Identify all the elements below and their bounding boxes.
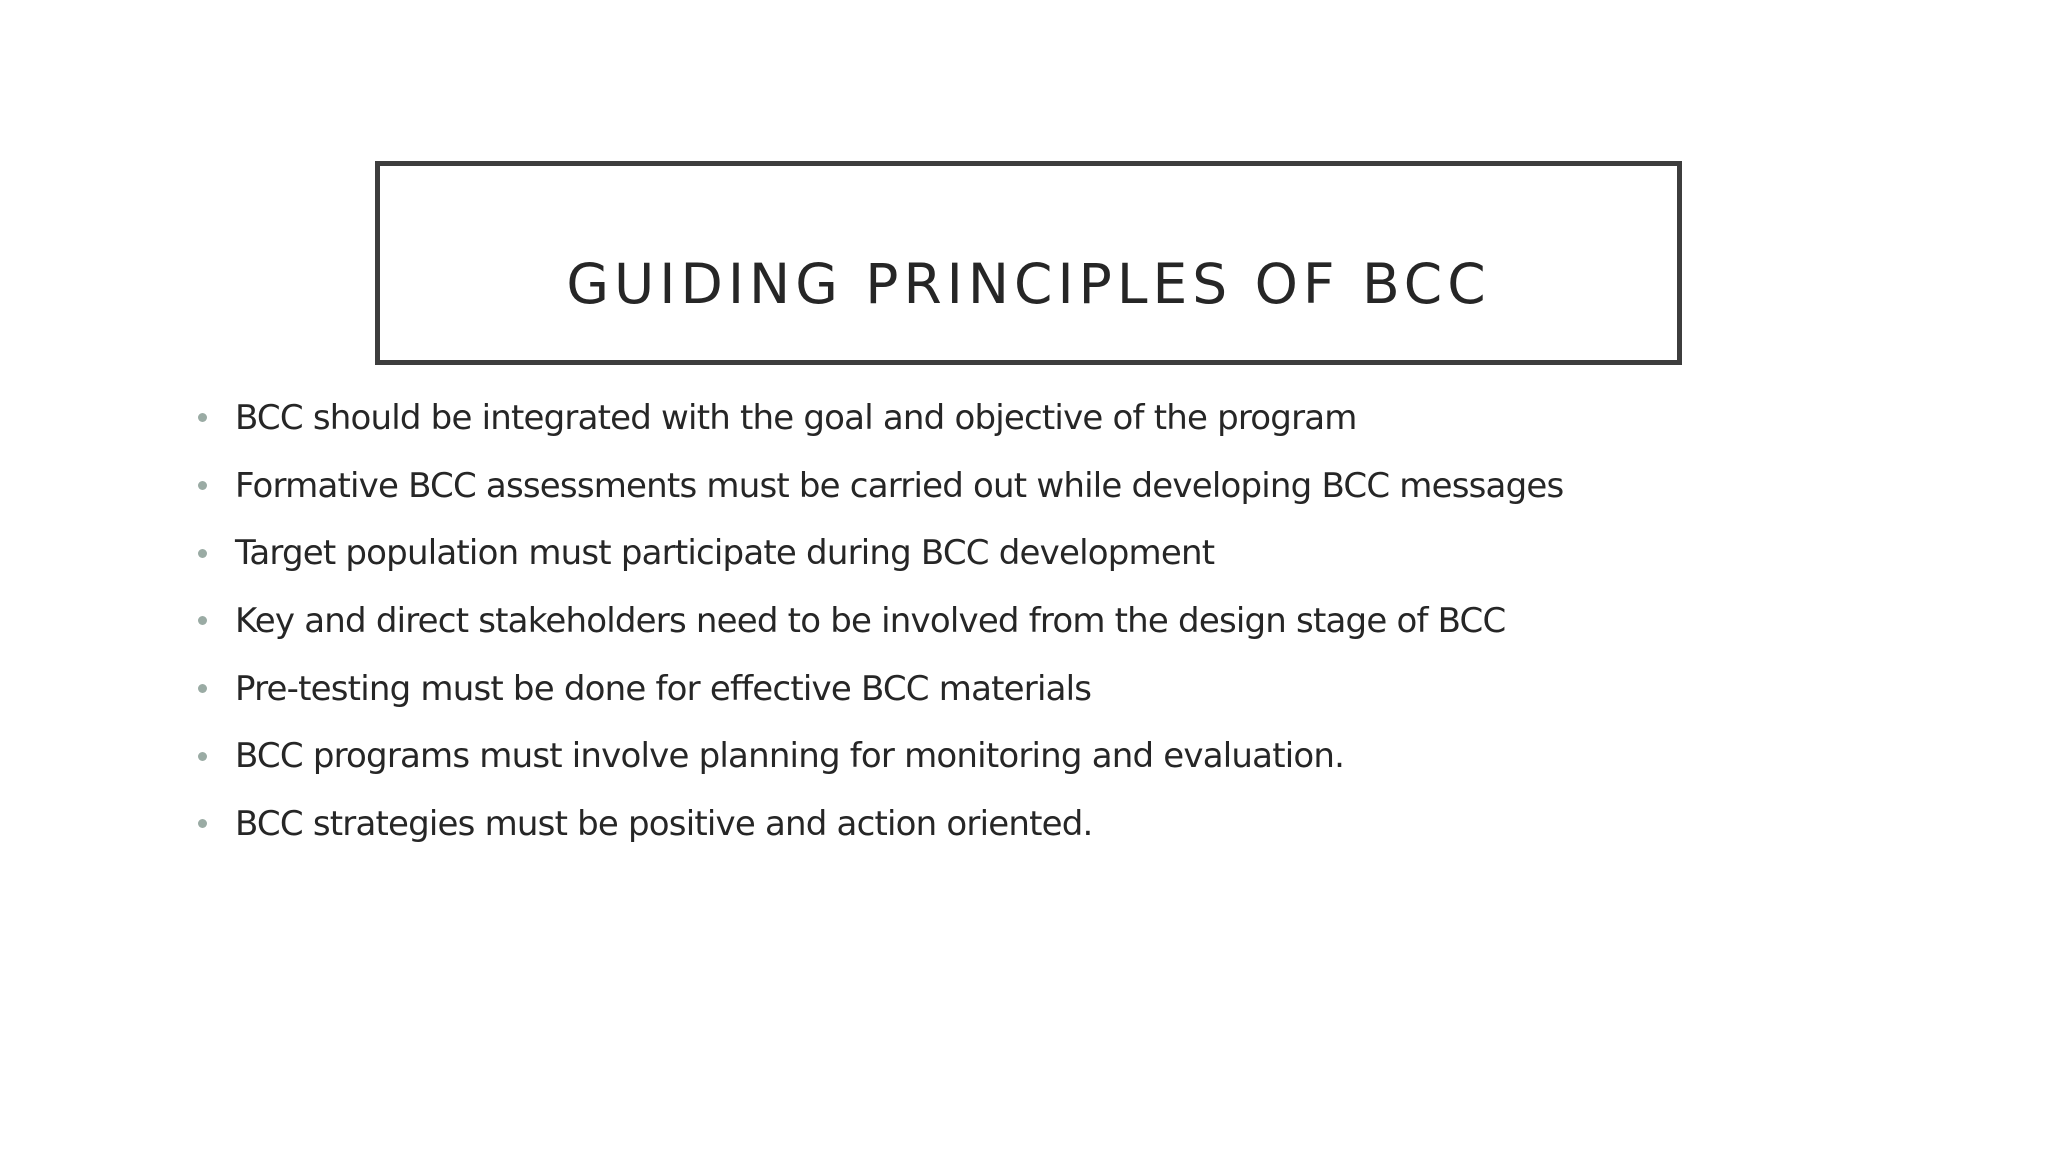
bullet-dot-icon bbox=[198, 481, 207, 490]
bullet-text: Key and direct stakeholders need to be involved from the design stage of BCC bbox=[235, 600, 1506, 641]
bullet-text: BCC programs must involve planning for monitoring and evaluation. bbox=[235, 736, 1345, 777]
bullet-dot-icon bbox=[198, 616, 207, 625]
bullet-item bbox=[192, 722, 1563, 790]
bullet-item bbox=[192, 655, 1563, 723]
bullet-text: Target population must participate during BCC development bbox=[235, 533, 1215, 574]
bullet-item bbox=[192, 452, 1563, 520]
bullet-dot-icon bbox=[198, 684, 207, 693]
bullet-dot-icon bbox=[198, 752, 207, 761]
bullet-list bbox=[192, 384, 1563, 858]
bullet-item bbox=[192, 790, 1563, 858]
bullet-text: BCC should be integrated with the goal and objective of the program bbox=[235, 397, 1357, 438]
title-box bbox=[375, 161, 1682, 365]
bullet-text: Formative BCC assessments must be carried out while developing BCC messages bbox=[235, 465, 1564, 506]
bullet-dot-icon bbox=[198, 549, 207, 558]
bullet-dot-icon bbox=[198, 819, 207, 828]
bullet-dot-icon bbox=[198, 413, 207, 422]
bullet-text: Pre-testing must be done for effective BCC materials bbox=[235, 668, 1092, 709]
bullet-item bbox=[192, 587, 1563, 655]
bullet-text: BCC strategies must be positive and action oriented. bbox=[235, 803, 1093, 844]
bullet-item bbox=[192, 384, 1563, 452]
bullet-item bbox=[192, 519, 1563, 587]
slide-title: GUIDING PRINCIPLES OF BCC bbox=[566, 251, 1491, 316]
